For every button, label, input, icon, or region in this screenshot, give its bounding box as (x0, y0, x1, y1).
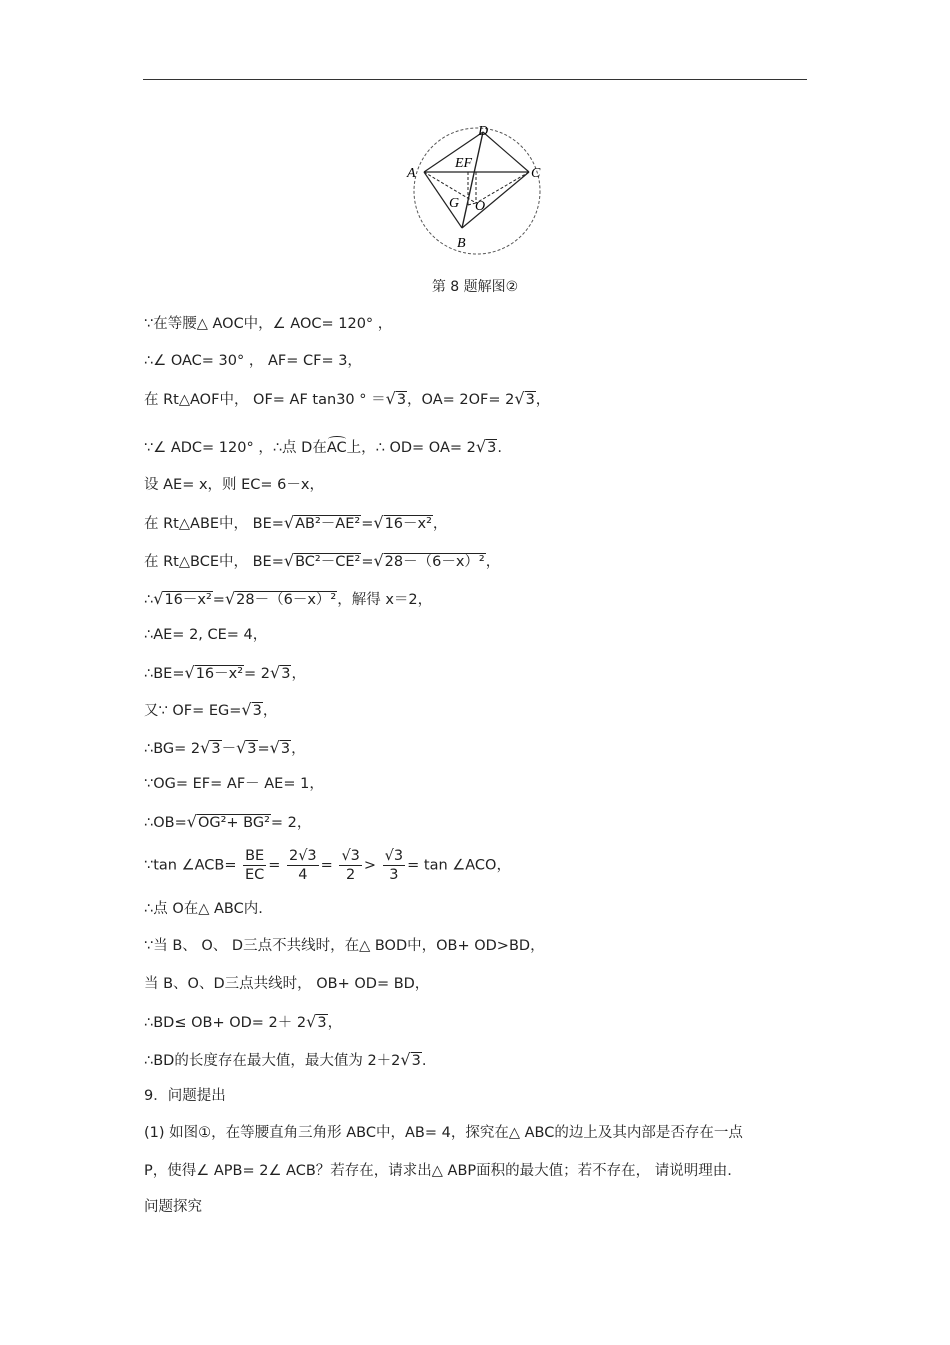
solution-line: ∴BD≤ OB+ OD= 2＋ 2√3， (144, 1012, 343, 1031)
solution-line: ∵OG= EF= AF－ AE= 1， (144, 776, 324, 792)
text: ， (535, 392, 551, 408)
text: 在 Rt△AOF中， OF= AF tan30 ° ＝ (144, 392, 386, 408)
text: ∵tan ∠ACB= (144, 857, 237, 874)
radicand: AB²－AE² (295, 516, 361, 532)
segment-AD (424, 132, 483, 172)
solution-line: 在 Rt△AOF中， OF= AF tan30 ° ＝√3，OA= 2OF= 2√3， (144, 389, 551, 408)
text: ， (432, 516, 448, 532)
label-G: G (449, 196, 460, 211)
label-O: O (475, 199, 486, 214)
text: . (497, 440, 502, 456)
label-D: D (478, 124, 489, 139)
text: 上，∴ OD= OA= 2 (346, 440, 476, 456)
text: ， (485, 554, 501, 570)
solution-line: 在 Rt△BCE中， BE=√BC²－CE²=√28－（6－x）²， (144, 551, 501, 570)
radicand: BC²－CE² (295, 554, 361, 570)
solution-line: 在 Rt△ABE中， BE=√AB²－AE²=√16－x²， (144, 513, 448, 532)
text: . (421, 1053, 427, 1069)
text: ， (327, 1015, 343, 1031)
text: ， (262, 703, 278, 719)
solution-line: ∴∠ OAC= 30° ， AF= CF= 3， (144, 353, 362, 369)
radicand: 16－x² (384, 516, 432, 532)
radicand: 3 (411, 1053, 421, 1069)
radicand: 3 (525, 392, 535, 408)
text: ， (291, 666, 306, 682)
text: 在 Rt△ABE中， BE= (144, 516, 284, 532)
text: = 2， (270, 815, 312, 831)
problem-text: P，使得∠ APB= 2∠ ACB？若存在，请求出△ ABP面积的最大值；若不存在， 请说明理由. (144, 1163, 732, 1179)
text: ∵∠ ADC= 120° ，∴点 D在 (144, 440, 327, 456)
fraction: $\frac{√3}{3}$ (384, 848, 404, 883)
radicand: 3 (487, 440, 497, 456)
problem-text: (1) 如图①，在等腰直角三角形 ABC中，AB= 4，探究在△ ABC的边上及其内部是否存在一点 (144, 1125, 743, 1141)
text: 又∵ OF= EG= (144, 703, 242, 719)
problem-heading: 9．问题提出 (144, 1088, 226, 1104)
solution-line: ∵当 B、 O、 D三点不共线时，在△ BOD中，OB+ OD>BD， (144, 938, 545, 954)
text: = (320, 857, 333, 874)
radicand: 3 (252, 703, 262, 719)
solution-line: ∴AE= 2, CE= 4， (144, 627, 268, 643)
radicand: 28－（6－x）² (236, 592, 337, 608)
solution-line: 设 AE= x，则 EC= 6－x， (144, 477, 324, 493)
solution-line: ∴OB=√OG²+ BG²= 2， (144, 812, 312, 831)
solution-line: ∴BE=√16－x²= 2√3， (144, 663, 306, 682)
fraction: $\frac{√3}{2}$ (341, 848, 360, 883)
text: ∴ (144, 592, 154, 608)
solution-line: ∴点 O在△ ABC内. (144, 901, 263, 917)
text: = (212, 592, 225, 608)
geometry-figure (395, 118, 555, 258)
text: ∴OB= (144, 815, 187, 831)
radicand: 16－x² (164, 592, 212, 608)
text: = (257, 741, 270, 757)
label-EF: EF (455, 156, 473, 171)
text: = (361, 554, 374, 570)
radicand: 3 (247, 741, 257, 757)
solution-line: ∴√16－x²=√28－（6－x）²，解得 x＝2， (144, 589, 433, 608)
label-C: C (531, 166, 541, 181)
text: ， (291, 741, 306, 757)
radicand: 3 (281, 666, 291, 682)
radicand: OG²+ BG² (197, 815, 270, 831)
section-heading: 问题探究 (144, 1199, 202, 1215)
segment-DC (483, 132, 529, 172)
solution-line: ∴BG= 2√3－√3=√3， (144, 738, 306, 757)
text: ∴BD≤ OB+ OD= 2＋ 2 (144, 1015, 307, 1031)
solution-line: 又∵ OF= EG=√3， (144, 700, 278, 719)
solution-line: ∴BD的长度存在最大值，最大值为 2＋2√3. (144, 1050, 427, 1069)
radicand: 3 (280, 741, 291, 757)
text: ∴BD的长度存在最大值，最大值为 2＋2 (144, 1053, 401, 1069)
radicand: 3 (317, 1015, 327, 1031)
text: ，解得 x＝2， (337, 592, 433, 608)
label-B: B (457, 236, 466, 251)
text: = (268, 857, 281, 874)
radicand: 3 (396, 392, 407, 408)
text: ∴BG= 2 (144, 741, 201, 757)
fraction: $\frac{BE}{EC}$ (245, 848, 265, 883)
solution-line: ∵在等腰△ AOC中，∠ AOC= 120° ， (144, 316, 393, 332)
label-A: A (407, 166, 416, 181)
arc-AC: AC (326, 440, 347, 456)
solution-line: 当 B、O、D三点共线时， OB+ OD= BD， (144, 976, 430, 992)
text: － (221, 741, 237, 757)
text: > (363, 857, 377, 874)
text: ，OA= 2OF= 2 (407, 392, 515, 408)
text: = (361, 516, 374, 532)
fraction: $\frac{2√3}{4}$ (288, 848, 317, 883)
radicand: 28－（6－x）² (384, 554, 485, 570)
text: ∴BE= (144, 666, 185, 682)
text: = 2 (244, 666, 271, 682)
solution-line: ∵∠ ADC= 120° ，∴点 D在AC上，∴ OD= OA= 2√3. (144, 437, 502, 456)
header-rule (143, 79, 807, 80)
radicand: 16－x² (195, 666, 244, 682)
solution-line (144, 847, 511, 884)
circle (414, 128, 540, 254)
figure-caption: 第 8 题解图② (431, 279, 519, 295)
text: = tan ∠ACO， (407, 857, 511, 874)
radicand: 3 (211, 741, 221, 757)
text: 在 Rt△BCE中， BE= (144, 554, 284, 570)
